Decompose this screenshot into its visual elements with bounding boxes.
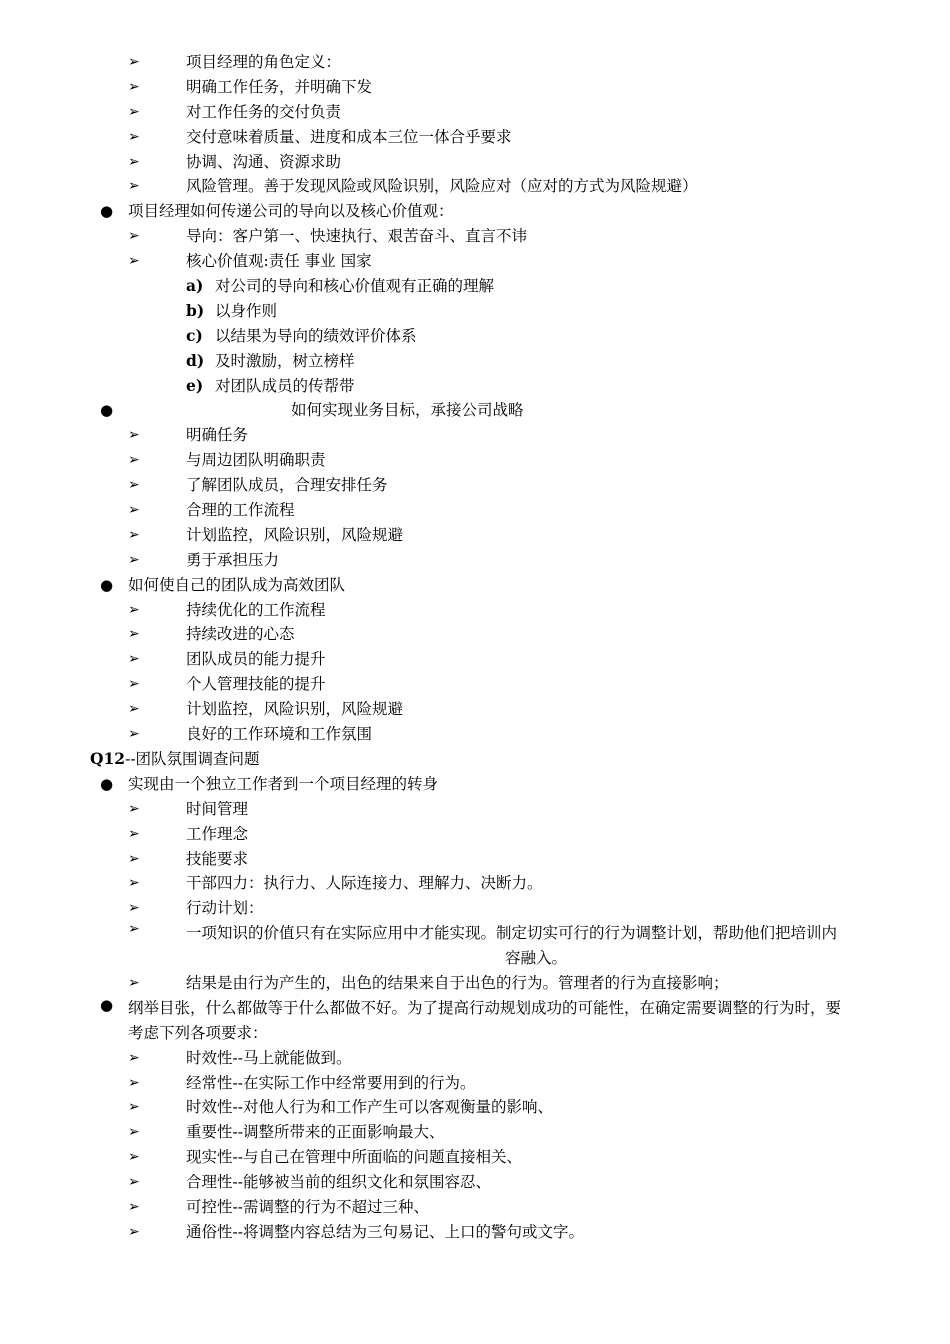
sub-list-item [0, 374, 950, 399]
list-item [0, 672, 950, 697]
arrow-bullet-icon: ➢ [128, 921, 140, 938]
arrow-bullet-icon: ➢ [128, 178, 140, 195]
arrow-bullet-icon: ➢ [128, 502, 140, 519]
list-item [0, 1120, 950, 1145]
arrow-bullet-icon: ➢ [128, 1199, 140, 1216]
list-item [0, 125, 950, 150]
list-item [0, 871, 950, 896]
sub-list-text: 以结果为导向的绩效评价体系 [215, 326, 417, 345]
section-transition [0, 772, 950, 921]
heading-q12 [0, 747, 950, 772]
list-item-text: 明确任务 [186, 426, 249, 445]
arrow-bullet-icon: ➢ [128, 477, 140, 494]
list-item-text: 时效性--马上就能做到。 [186, 1048, 352, 1067]
list-item [0, 224, 950, 249]
list-item [0, 1220, 950, 1245]
sub-list-item [0, 349, 950, 374]
list-item [0, 647, 950, 672]
list-item [0, 50, 950, 75]
list-item-text: 干部四力：执行力、人际连接力、理解力、决断力。 [186, 874, 543, 893]
list-item [0, 896, 950, 921]
list-item-text: 工作理念 [186, 824, 249, 843]
list-item-text: 与周边团队明确职责 [186, 451, 326, 470]
list-item-text: 重要性--调整所带来的正面影响最大、 [186, 1123, 445, 1142]
section-requirements [0, 1046, 950, 1245]
list-item-text: 可控性--需调整的行为不超过三种、 [186, 1198, 429, 1217]
round-bullet-icon: ● [100, 401, 114, 420]
sub-list-item [0, 274, 950, 299]
list-item [0, 1071, 950, 1096]
bullet-item [0, 573, 950, 598]
list-item-text: 行动计划： [186, 899, 264, 918]
arrow-bullet-icon: ➢ [128, 626, 140, 643]
arrow-bullet-icon: ➢ [128, 452, 140, 469]
list-item [0, 523, 950, 548]
bullet-item-text: 如何实现业务目标，承接公司战略 [291, 401, 524, 420]
list-item [0, 822, 950, 847]
list-item-text: 风险管理。善于发现风险或风险识别，风险应对（应对的方式为风险规避） [186, 177, 698, 196]
list-item [0, 548, 950, 573]
sub-list-item [0, 324, 950, 349]
list-item-text: 时间管理 [186, 799, 249, 818]
bullet-item-wrapped [0, 996, 950, 1046]
list-item-text: 明确工作任务，并明确下发 [186, 77, 373, 96]
round-bullet-icon: ● [100, 202, 114, 221]
list-item-text: 通俗性--将调整内容总结为三句易记、上口的警句或文字。 [186, 1222, 584, 1241]
bullet-item-text: 纲举目张，什么都做等于什么都做不好。为了提高行动规划成功的可能性，在确定需要调整的行为时，要 考虑下列各项要求： [128, 998, 842, 1042]
sub-list-label: c) [186, 325, 203, 345]
list-item-text: 导向：客户第一、快速执行、艰苦奋斗、直言不讳 [186, 227, 528, 246]
list-item-text: 一项知识的价值只有在实际应用中才能实现。制定切实可行的行为调整计划，帮助他们把培训内 容融入。 [186, 924, 838, 968]
arrow-bullet-icon: ➢ [128, 651, 140, 668]
list-item [0, 473, 950, 498]
list-item-text: 核心价值观:责任 事业 国家 [186, 252, 372, 271]
list-item [0, 797, 950, 822]
list-item-text: 持续优化的工作流程 [186, 600, 326, 619]
arrow-bullet-icon: ➢ [128, 526, 140, 543]
bullet-item [0, 398, 950, 423]
list-item-text: 现实性--与自己在管理中所面临的问题直接相关、 [186, 1148, 522, 1167]
arrow-bullet-icon: ➢ [128, 974, 140, 991]
sub-list-text: 以身作则 [215, 301, 278, 320]
list-item [0, 1046, 950, 1071]
list-item [0, 100, 950, 125]
arrow-bullet-icon: ➢ [128, 900, 140, 917]
sub-list-item [0, 299, 950, 324]
sub-list-label: a) [186, 276, 204, 296]
list-item-text: 持续改进的心态 [186, 625, 295, 644]
list-item-text: 项目经理的角色定义： [186, 53, 342, 71]
list-item [0, 150, 950, 175]
arrow-bullet-icon: ➢ [128, 228, 140, 245]
round-bullet-icon: ● [100, 575, 114, 594]
list-item-text: 计划监控，风险识别，风险规避 [186, 700, 404, 719]
list-item-text: 对工作任务的交付负责 [186, 102, 342, 121]
arrow-bullet-icon: ➢ [128, 427, 140, 444]
list-item [0, 174, 950, 199]
arrow-bullet-icon: ➢ [128, 1074, 140, 1091]
bullet-item-text: 如何使自己的团队成为高效团队 [128, 575, 346, 594]
list-item-text: 合理的工作流程 [186, 501, 295, 520]
list-item-text: 团队成员的能力提升 [186, 650, 326, 669]
list-item [0, 697, 950, 722]
arrow-bullet-icon: ➢ [128, 253, 140, 270]
list-item-text: 计划监控，风险识别，风险规避 [186, 525, 404, 544]
list-item [0, 722, 950, 747]
bullet-item [0, 199, 950, 224]
list-item-text: 良好的工作环境和工作氛围 [186, 725, 373, 744]
arrow-bullet-icon: ➢ [128, 676, 140, 693]
list-item-text: 经常性--在实际工作中经常要用到的行为。 [186, 1073, 476, 1092]
arrow-bullet-icon: ➢ [128, 1099, 140, 1116]
arrow-bullet-icon: ➢ [128, 875, 140, 892]
sub-list-label: b) [186, 300, 205, 320]
list-item-text: 个人管理技能的提升 [186, 675, 326, 694]
arrow-bullet-icon: ➢ [128, 1124, 140, 1141]
list-item [0, 423, 950, 448]
round-bullet-icon: ● [100, 995, 114, 1014]
bullet-item-text: 项目经理如何传递公司的导向以及核心价值观： [128, 202, 454, 221]
list-item [0, 75, 950, 100]
sub-list-text: 及时激励，树立榜样 [215, 351, 355, 370]
section-heading: Q12--团队氛围调查问题 [90, 748, 260, 768]
list-item [0, 1145, 950, 1170]
bullet-item-text: 实现由一个独立工作者到一个项目经理的转身 [128, 774, 439, 793]
list-item [0, 1170, 950, 1195]
list-item [0, 249, 950, 274]
list-item-wrapped [0, 921, 950, 971]
arrow-bullet-icon: ➢ [128, 1049, 140, 1066]
arrow-bullet-icon: ➢ [128, 78, 140, 95]
list-item-text: 技能要求 [186, 849, 249, 868]
arrow-bullet-icon: ➢ [128, 1149, 140, 1166]
list-item [0, 498, 950, 523]
list-item-text: 交付意味着质量、进度和成本三位一体合乎要求 [186, 127, 512, 146]
arrow-bullet-icon: ➢ [128, 128, 140, 145]
list-item [0, 1095, 950, 1120]
arrow-bullet-icon: ➢ [128, 825, 140, 842]
list-item [0, 971, 950, 996]
list-item [0, 622, 950, 647]
arrow-bullet-icon: ➢ [128, 850, 140, 867]
arrow-bullet-icon: ➢ [128, 701, 140, 718]
arrow-bullet-icon: ➢ [128, 601, 140, 618]
list-item-text: 结果是由行为产生的，出色的结果来自于出色的行为。管理者的行为直接影响； [186, 973, 729, 992]
list-item-text: 勇于承担压力 [186, 550, 280, 569]
arrow-bullet-icon: ➢ [128, 551, 140, 568]
arrow-bullet-icon: ➢ [128, 726, 140, 743]
list-item-text: 时效性--对他人行为和工作产生可以客观衡量的影响、 [186, 1098, 553, 1117]
bullet-item [0, 772, 950, 797]
arrow-bullet-icon: ➢ [128, 800, 140, 817]
list-item-text: 合理性--能够被当前的组织文化和氛围容忍、 [186, 1173, 491, 1192]
section-role-and-values [0, 50, 950, 747]
sub-list-label: e) [186, 375, 204, 395]
list-item [0, 847, 950, 872]
list-item-text: 协调、沟通、资源求助 [186, 152, 342, 171]
sub-list-text: 对公司的导向和核心价值观有正确的理解 [215, 277, 495, 296]
list-item-text: 了解团队成员，合理安排任务 [186, 476, 388, 495]
arrow-bullet-icon: ➢ [128, 1174, 140, 1191]
arrow-bullet-icon: ➢ [128, 54, 140, 70]
arrow-bullet-icon: ➢ [128, 153, 140, 170]
sub-list-text: 对团队成员的传帮带 [215, 376, 355, 395]
arrow-bullet-icon: ➢ [128, 1223, 140, 1240]
round-bullet-icon: ● [100, 774, 114, 793]
arrow-bullet-icon: ➢ [128, 103, 140, 120]
list-item [0, 598, 950, 623]
list-item [0, 1195, 950, 1220]
sub-list-label: d) [186, 350, 205, 370]
list-item [0, 448, 950, 473]
